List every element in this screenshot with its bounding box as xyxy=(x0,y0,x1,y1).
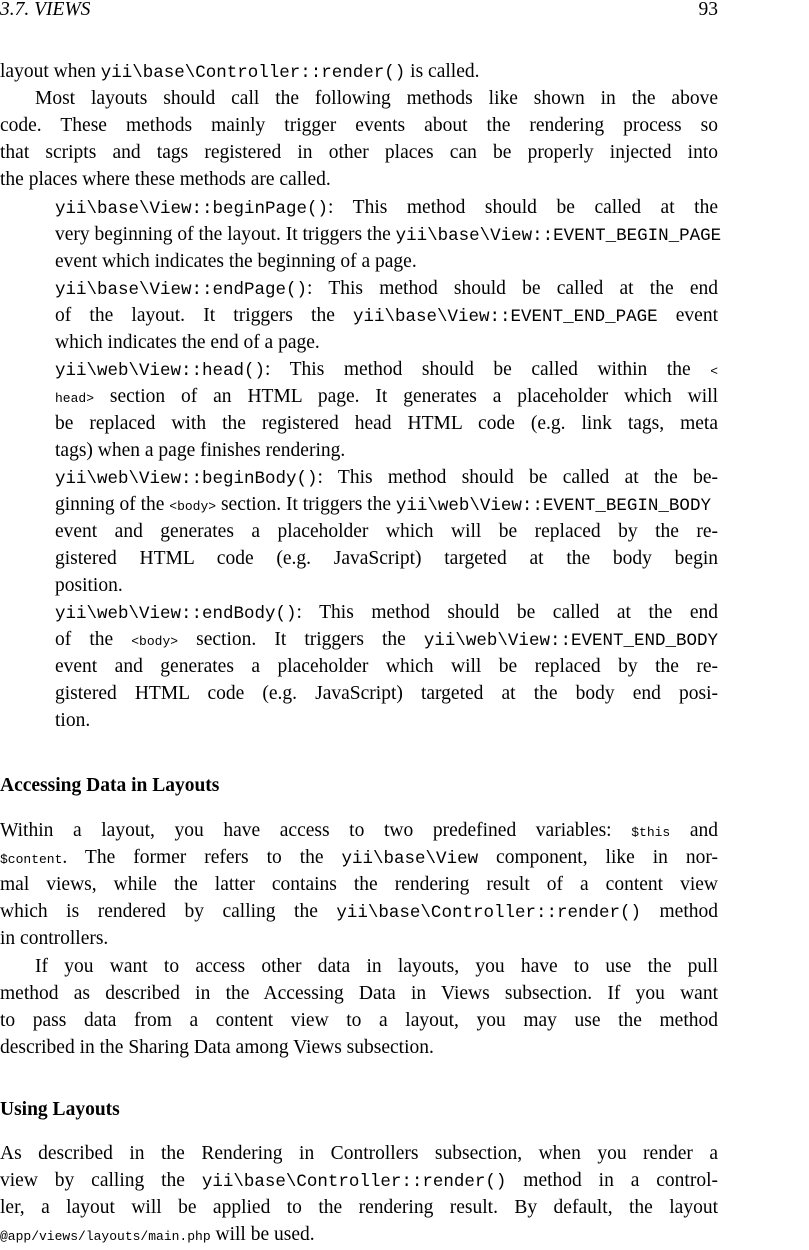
method-text-line: of the layout. It triggers the yii\base\View::EVENT_END_PAGE event xyxy=(55,305,718,327)
running-header xyxy=(0,0,718,24)
method-end-body: yii\web\View::endBody(): This method should be called at the end xyxy=(55,602,718,624)
paragraph-line: If you want to access other data in layouts, you have to use the pull xyxy=(35,956,718,977)
method-text-line: event and generates a placeholder which will be replaced by the re- xyxy=(55,521,718,542)
paragraph-line: which is rendered by calling the yii\base\Controller::render() method xyxy=(0,901,719,923)
method-text-line: which indicates the end of a page. xyxy=(55,332,320,353)
method-text-line: event and generates a placeholder which will be replaced by the re- xyxy=(55,656,718,677)
method-text-line: event which indicates the beginning of a page. xyxy=(55,251,417,272)
method-begin-page: yii\base\View::beginPage(): This method should be called at the xyxy=(55,197,718,219)
method-text-line: very beginning of the layout. It triggers the yii\base\View::EVENT_BEGIN_PAGE xyxy=(55,224,722,246)
paragraph-line: in controllers. xyxy=(0,928,109,949)
paragraph-line: ler, a layout will be applied to the rendering result. By default, the layout xyxy=(0,1197,718,1218)
method-text-line: be replaced with the registered head HTML code (e.g. link tags, meta xyxy=(55,413,718,434)
method-text-line: position. xyxy=(55,575,123,596)
section-title: 3.7. VIEWS xyxy=(0,0,91,20)
method-text-line: ginning of the <body> section. It triggers the yii\web\View::EVENT_BEGIN_BODY xyxy=(55,494,711,516)
paragraph-line: As described in the Rendering in Controllers subsection, when you render a xyxy=(0,1143,718,1164)
paragraph-line: Most layouts should call the following methods like shown in the above xyxy=(35,88,718,109)
paragraph-line: code. These methods mainly trigger events about the rendering process so xyxy=(0,115,718,136)
section-heading-using: Using Layouts xyxy=(0,1099,120,1120)
intro-line: layout when yii\base\Controller::render() is called. xyxy=(0,61,480,83)
paragraph-line: @app/views/layouts/main.php will be used. xyxy=(0,1224,315,1245)
paragraph-line: view by calling the yii\base\Controller::render() method in a control- xyxy=(0,1170,718,1192)
method-end-page: yii\base\View::endPage(): This method should be called at the end xyxy=(55,278,718,300)
paragraph-line: $content. The former refers to the yii\base\View component, like in nor- xyxy=(0,847,719,869)
paragraph-line: described in the Sharing Data among Views subsection. xyxy=(0,1037,434,1058)
method-text-line: of the <body> section. It triggers the yii\web\View::EVENT_END_BODY xyxy=(55,629,718,651)
method-text-line: gistered HTML code (e.g. JavaScript) targeted at the body end posi- xyxy=(55,683,718,704)
method-text-line: head> section of an HTML page. It generates a placeholder which will xyxy=(55,386,718,407)
paragraph-line: the places where these methods are called. xyxy=(0,169,331,190)
page-number: 93 xyxy=(698,0,718,20)
paragraph-line: to pass data from a content view to a layout, you may use the method xyxy=(0,1010,718,1031)
section-heading-accessing: Accessing Data in Layouts xyxy=(0,775,220,796)
method-text-line: tion. xyxy=(55,710,91,731)
paragraph-line: method as described in the Accessing Data in Views subsection. If you want xyxy=(0,983,718,1004)
method-text-line: tags) when a page finishes rendering. xyxy=(55,440,346,461)
method-text-line: gistered HTML code (e.g. JavaScript) targeted at the body begin xyxy=(55,548,718,569)
method-begin-body: yii\web\View::beginBody(): This method should be called at the be- xyxy=(55,467,718,489)
paragraph-line: mal views, while the latter contains the rendering result of a content view xyxy=(0,874,718,895)
method-head: yii\web\View::head(): This method should be called within the < xyxy=(55,359,718,381)
paragraph-line: Within a layout, you have access to two predefined variables: $this and xyxy=(0,820,719,841)
paragraph-line: that scripts and tags registered in other places can be properly injected into xyxy=(0,142,718,163)
